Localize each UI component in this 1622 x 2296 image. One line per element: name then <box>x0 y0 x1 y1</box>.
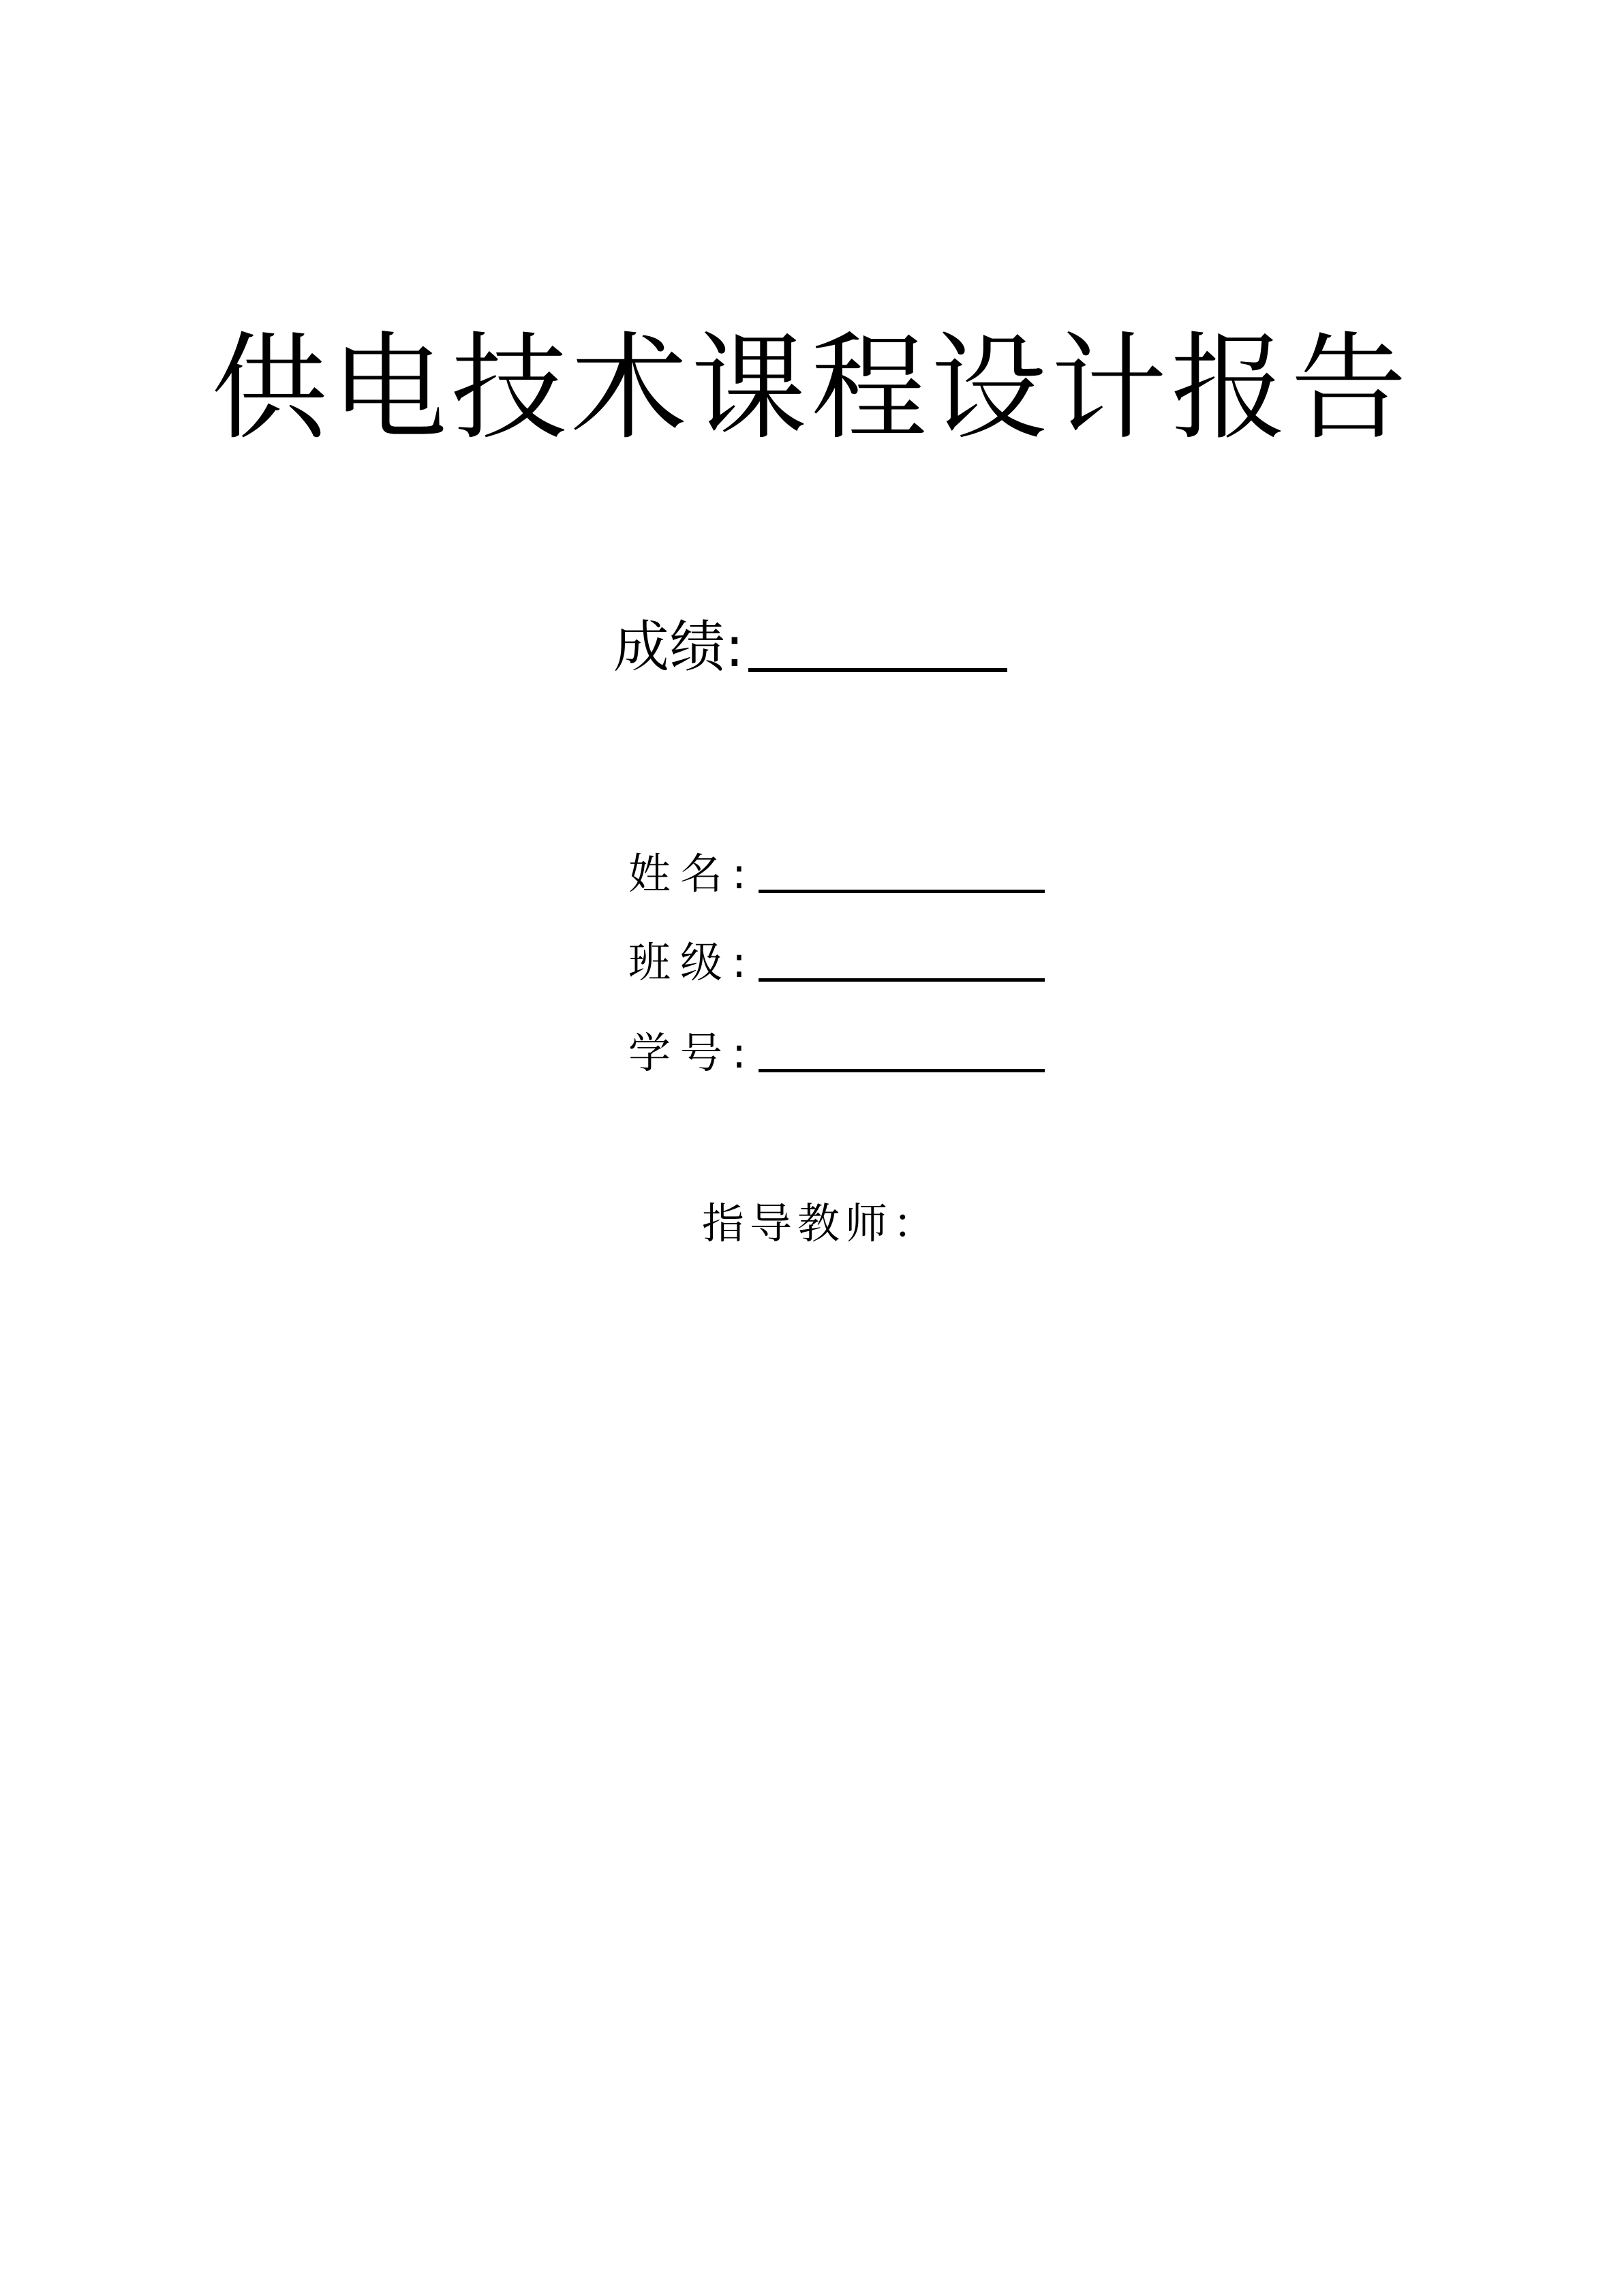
student-id-label: 学号: <box>628 1028 756 1078</box>
student-id-field-row <box>628 1019 1045 1081</box>
class-label: 班级: <box>628 937 756 987</box>
name-blank-line <box>759 890 1045 893</box>
class-blank-line <box>759 978 1045 982</box>
name-field-row <box>628 840 1045 901</box>
advisor-label: 指导教师： <box>702 1198 941 1248</box>
name-label: 姓名: <box>628 849 756 898</box>
score-label: 成绩: <box>613 615 744 680</box>
score-row <box>613 607 1007 682</box>
class-field-row <box>628 928 1045 990</box>
student-id-blank-line <box>759 1069 1045 1072</box>
score-blank-line <box>748 668 1007 672</box>
report-title: 供电技术课程设计报告 <box>211 321 1411 456</box>
